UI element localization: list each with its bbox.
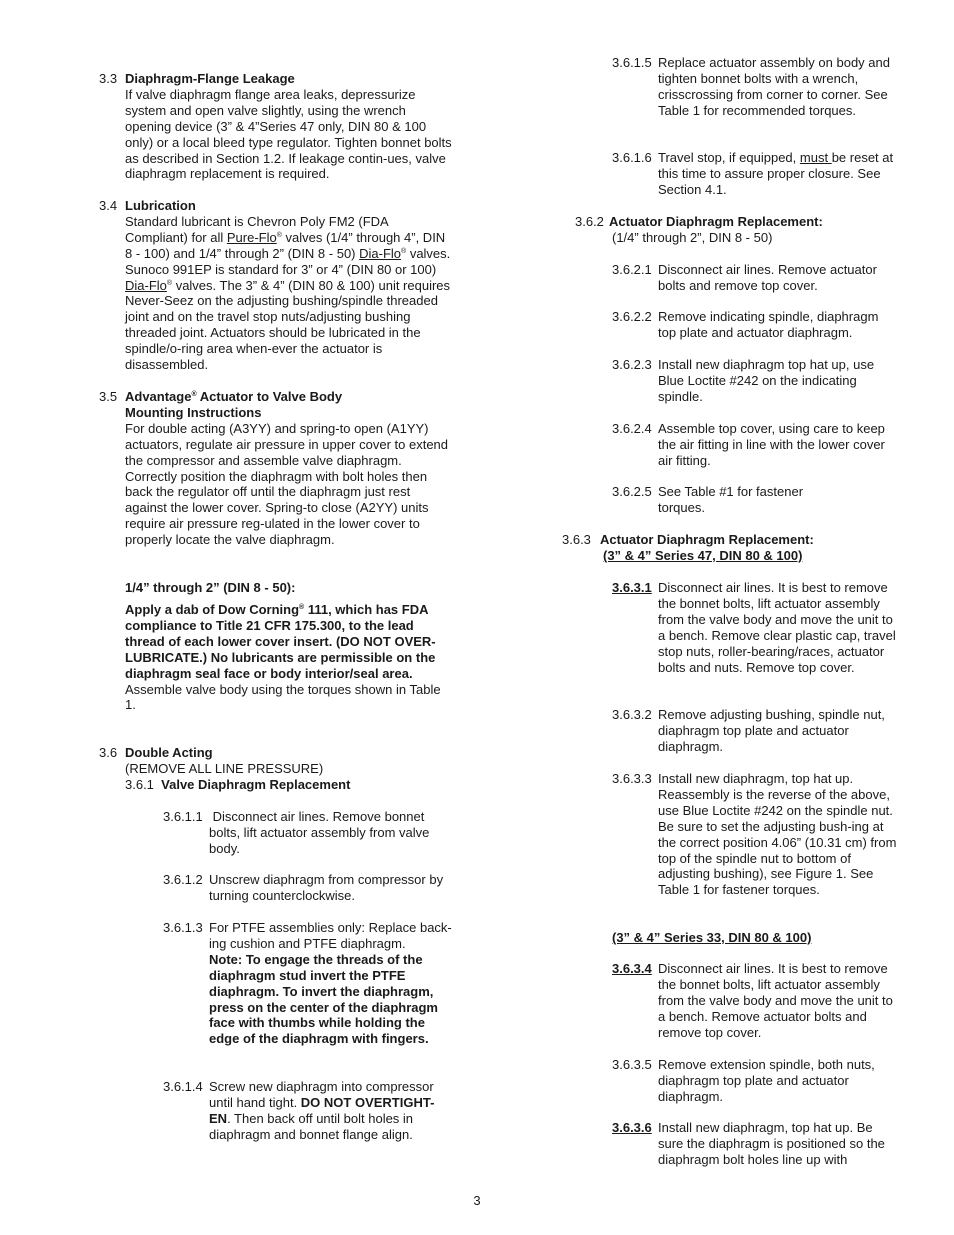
step-number: 3.6.3.1 — [612, 580, 652, 595]
body-text: Standard lubricant is Chevron Poly FM2 (FDA Compliant) for all — [125, 213, 388, 245]
section-title: Lubrication — [125, 198, 196, 213]
section-number: 3.3 — [99, 71, 118, 86]
series-33-heading: (3” & 4” Series 33, DIN 80 & 100) — [612, 930, 812, 945]
registered-mark: ® — [401, 247, 407, 255]
step-text: Install new diaphragm, top hat up. Be sure the diaphragm is positioned so the diaphragm bolt holes line up with — [658, 1120, 885, 1167]
body-text: valves (1/4” through 4”, DIN 8 - 100) and 1/4” through 2” (DIN 8 - 50) — [125, 229, 446, 261]
step-text: Install new diaphragm, top hat up. Reassembly is the reverse of the above, use Blue Loctite #242 on the spindle nut. Be sure to set the adjusting bush-ing at the correct position 4.06” (10.31 cm) from top of the spindle nut to bottom of adjusting bushing), see Figure 1. See Table 1 for fastener torques. — [658, 771, 897, 898]
body-text: valves. Sunoco 991EP is standard for 3” or 4” (DIN 80 or 100) — [125, 245, 451, 277]
step-text: Disconnect air lines. It is best to remove the bonnet bolts, lift actuator assembly from the valve body and move the unit to a bench. Remove clear plastic cap, travel stop nuts, roller-bearing/races, actuator bolts and nuts. Remove top cover. — [658, 580, 896, 675]
step-text: Remove indicating spindle, diaphragm top plate and actuator diaphragm. — [658, 309, 879, 340]
step-text: Travel stop, if equipped, — [658, 150, 800, 165]
step-text: Disconnect air lines. Remove actuator bolts and remove top cover. — [658, 262, 877, 293]
brand-name: Dia-Flo — [125, 277, 167, 293]
section-title: Diaphragm-Flange Leakage — [125, 71, 295, 86]
registered-mark: ® — [166, 279, 173, 287]
step-text: Assemble top cover, using care to keep the air fitting in line with the lower cover air fitting. — [658, 421, 885, 468]
emphasis-text: must — [799, 150, 832, 165]
step-number: 3.6.2.4 — [612, 421, 652, 436]
warning-text: DO NOT OVERTIGHT-EN — [209, 1094, 435, 1126]
section-body: Assemble valve body using the torques shown in Table 1. — [125, 681, 441, 713]
section-number: 3.6.3 — [562, 532, 591, 547]
section-number: 3.6 — [99, 745, 118, 760]
subsection-title: Valve Diaphragm Replacement — [161, 776, 351, 792]
step-text: Replace actuator assembly on body and tighten bonnet bolts with a wrench, crisscrossing from corner to corner. See Table 1 for recommended torques. — [658, 55, 890, 118]
step-number: 3.6.3.4 — [612, 961, 652, 976]
step-text: Screw new diaphragm into compressor until hand tight. — [209, 1079, 434, 1110]
step-text: Disconnect air lines. Remove bonnet bolts, lift actuator assembly from valve body. — [209, 809, 433, 856]
step-number: 3.6.2.1 — [612, 262, 652, 277]
section-title: Actuator Diaphragm Replacement: — [609, 214, 823, 229]
step-text: Disconnect air lines. It is best to remove the bonnet bolts, lift actuator assembly from the valve body and move the unit to a bench. Remove actuator bolts and remove top cover. — [658, 961, 893, 1040]
step-text: Unscrew diaphragm from compressor by turning counterclockwise. — [209, 872, 444, 903]
body-text: valves. The 3” & 4” (DIN 80 & 100) unit requires Never-Seez on the adjusting bushing/spindle threaded joint and on the travel stop nuts/adjusting bushing threaded joint. Actuators should be lubricated in the spindle/o-ring area when-ever the actuator is disassembled. — [125, 277, 451, 373]
step-text: Remove extension spindle, both nuts, diaphragm top plate and actuator diaphragm. — [658, 1057, 875, 1104]
step-number: 3.6.2.5 — [612, 484, 652, 499]
lubrication-note: Apply a dab of Dow Corning® 111, which has FDA compliance to Title 21 CFR 175.300, to the lead thread of each lower cover insert. (DO NOT OVER-LUBRICATE.) No lubricants are permissible on the diaphragm seal face or body interior/seal area. — [125, 602, 436, 681]
step-number: 3.6.2.3 — [612, 357, 652, 372]
registered-mark: ® — [276, 231, 282, 239]
section-subtitle: (1/4” through 2”, DIN 8 - 50) — [612, 230, 773, 245]
step-text: For PTFE assemblies only: Replace back-ing cushion and PTFE diaphragm. — [209, 920, 452, 951]
step-text: be reset at this time to assure proper closure. See Section 4.1. — [658, 150, 894, 197]
step-number: 3.6.3.6 — [612, 1120, 652, 1135]
step-number: 3.6.2.2 — [612, 309, 652, 324]
section-note: (REMOVE ALL LINE PRESSURE) — [125, 760, 324, 776]
step-number: 3.6.1.6 — [612, 150, 652, 165]
step-number: 3.6.3.3 — [612, 771, 652, 786]
step-number: 3.6.1.2 — [163, 872, 203, 887]
step-text: Install new diaphragm top hat up, use Blue Loctite #242 on the indicating spindle. — [658, 357, 875, 404]
step-number: 3.6.1.1 — [163, 809, 203, 824]
section-number: 3.4 — [99, 198, 118, 213]
step-number: 3.6.3.2 — [612, 707, 652, 722]
section-title: Double Acting — [125, 745, 213, 760]
section-number: 3.6.2 — [575, 214, 604, 229]
section-body: If valve diaphragm flange area leaks, depressurize system and open valve slightly, using the wrench opening device (3” & 4”Series 47 only, DIN 80 & 100 only) or a local bleed type regulator. Tighten bonnet bolts as described in Section 1.2. If leakage contin-ues, valve diaphragm replacement is required. — [125, 86, 452, 182]
brand-name: Dia-Flo — [359, 245, 402, 261]
section-title: Advantage® Actuator to Valve Body Mounting Instructions — [125, 389, 343, 420]
section-subtitle: (3” & 4” Series 47, DIN 80 & 100) — [603, 548, 803, 563]
step-text: Remove adjusting bushing, spindle nut, diaphragm top plate and actuator diaphragm. — [658, 707, 885, 754]
step-number: 3.6.1.5 — [612, 55, 652, 70]
step-note: Note: To engage the threads of the diaphragm stud invert the PTFE diaphragm. To invert the diaphragm, press on the center of the diaphragm face with thumbs while holding the edge of the diaphragm with fingers. — [209, 951, 438, 1047]
section-title: Actuator Diaphragm Replacement: — [600, 532, 814, 547]
step-number: 3.6.3.5 — [612, 1057, 652, 1072]
subheading: 1/4” through 2” (DIN 8 - 50): — [125, 580, 296, 595]
subsection-number: 3.6.1 — [125, 776, 154, 792]
step-text: See Table #1 for fastener torques. — [658, 484, 804, 515]
step-text: . Then back off until bolt holes in diaphragm and bonnet flange align. — [209, 1110, 414, 1142]
section-number: 3.5 — [99, 389, 118, 404]
step-number: 3.6.1.3 — [163, 920, 203, 935]
step-number: 3.6.1.4 — [163, 1079, 203, 1094]
page-number: 3 — [473, 1193, 481, 1208]
brand-name: Pure-Flo — [226, 229, 277, 245]
section-body: For double acting (A3YY) and spring-to open (A1YY) actuators, regulate air pressure in upper cover to extend the compressor and assemble valve diaphragm. Correctly position the diaphragm with bolt holes then back the regulator off until the diaphragm just rest against the lower cover. Spring-to close (A2YY) units require air pressure reg-ulated in the lower cover to properly locate the valve diaphragm. — [125, 420, 449, 548]
